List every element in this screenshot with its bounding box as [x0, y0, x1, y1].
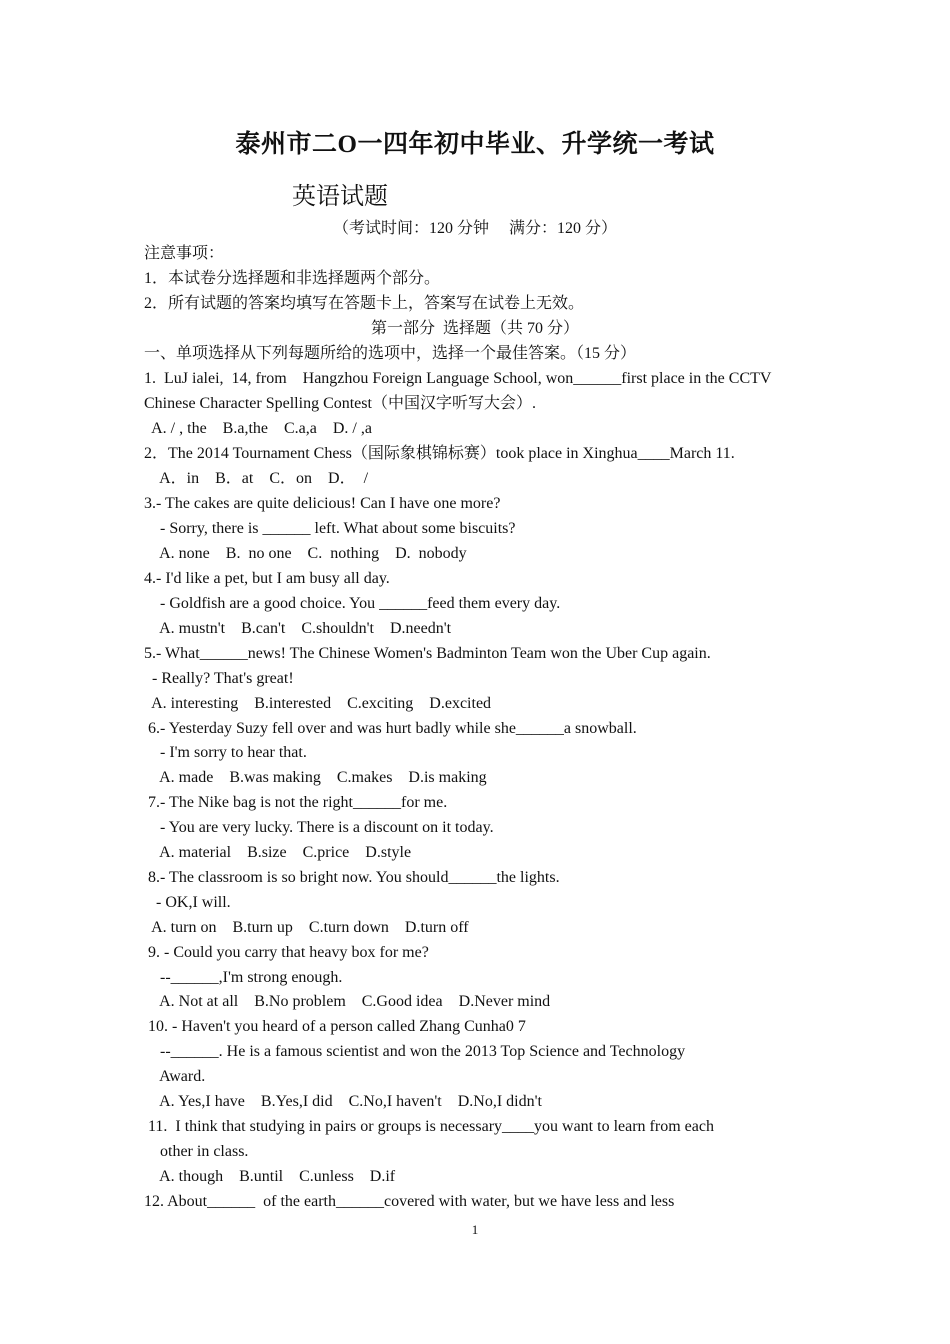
exam-info: （考试时间：120 分钟 满分：120 分）	[332, 220, 617, 237]
page-title: 泰州市二O一四年初中毕业、升学统一考试	[235, 131, 715, 158]
question-line: - I'm sorry to hear that.	[144, 744, 307, 761]
question-line: - Goldfish are a good choice. You ______feed them every day.	[144, 595, 561, 612]
question-line: Award.	[144, 1068, 206, 1085]
question-line: - OK,I will.	[144, 894, 231, 911]
question-options: A. Not at all B.No problem C.Good idea D.Never mind	[144, 993, 551, 1010]
question-options: A．in B．at C．on D． /	[144, 470, 369, 487]
question-line: - You are very lucky. There is a discount on it today.	[144, 819, 494, 836]
notes-heading: 注意事项：	[144, 245, 225, 262]
question-options: A. made B.was making C.makes D.is making	[144, 769, 487, 786]
question-line: --______. He is a famous scientist and won the 2013 Top Science and Technology	[144, 1043, 686, 1060]
question-options: A. turn on B.turn up C.turn down D.turn off	[144, 919, 469, 936]
note-item: 1．本试卷分选择题和非选择题两个部分。	[144, 270, 441, 287]
question-options: A. interesting B.interested C.exciting D.excited	[144, 695, 492, 712]
question-line: - Really? That's great!	[144, 670, 294, 687]
question-line: 3.- The cakes are quite delicious! Can I have one more?	[144, 495, 501, 512]
question-line: Chinese Character Spelling Contest（中国汉字听写大会）.	[144, 395, 536, 412]
question-line: 4.- I'd like a pet, but I am busy all day.	[144, 570, 390, 587]
question-line: 10. - Haven't you heard of a person called Zhang Cunha0 7	[144, 1018, 526, 1035]
section-heading: 一、单项选择从下列每题所给的选项中，选择一个最佳答案。（15 分）	[144, 345, 637, 362]
question-line: 8.- The classroom is so bright now. You should______the lights.	[144, 869, 560, 886]
page-subtitle: 英语试题	[292, 184, 388, 210]
question-line: 7.- The Nike bag is not the right______for me.	[144, 794, 448, 811]
question-line: 5.- What______news! The Chinese Women's Badminton Team won the Uber Cup again.	[144, 645, 711, 662]
question-options: A. material B.size C.price D.style	[144, 844, 412, 861]
question-options: A. / , the B.a,the C.a,a D. / ,a	[144, 420, 372, 437]
question-line: - Sorry, there is ______ left. What about some biscuits?	[144, 520, 516, 537]
question-options: A. none B. no one C. nothing D. nobody	[144, 545, 467, 562]
question-line: --______,I'm strong enough.	[144, 969, 343, 986]
question-line: other in class.	[144, 1143, 249, 1160]
question-line: 9. - Could you carry that heavy box for me?	[144, 944, 429, 961]
note-item: 2．所有试题的答案均填写在答题卡上，答案写在试卷上无效。	[144, 295, 585, 312]
question-options: A. mustn't B.can't C.shouldn't D.needn't	[144, 620, 452, 637]
question-options: A. though B.until C.unless D.if	[144, 1168, 396, 1185]
question-options: A. Yes,I have B.Yes,I did C.No,I haven't D.No,I didn't	[144, 1093, 542, 1110]
page-number: 1	[471, 1222, 479, 1237]
question-line: 12. About______ of the earth______covered with water, but we have less and less	[144, 1193, 675, 1210]
question-line: 6.- Yesterday Suzy fell over and was hurt badly while she______a snowball.	[144, 720, 637, 737]
question-line: 11. I think that studying in pairs or groups is necessary____you want to learn from each	[144, 1118, 714, 1135]
question-line: 1. LuJ ialei, 14, from Hangzhou Foreign Language School, won______first place in the CCTV	[144, 370, 772, 387]
question-line: 2．The 2014 Tournament Chess（国际象棋锦标赛）took place in Xinghua____March 11.	[144, 445, 735, 462]
part-heading: 第一部分 选择题（共 70 分）	[370, 320, 579, 337]
